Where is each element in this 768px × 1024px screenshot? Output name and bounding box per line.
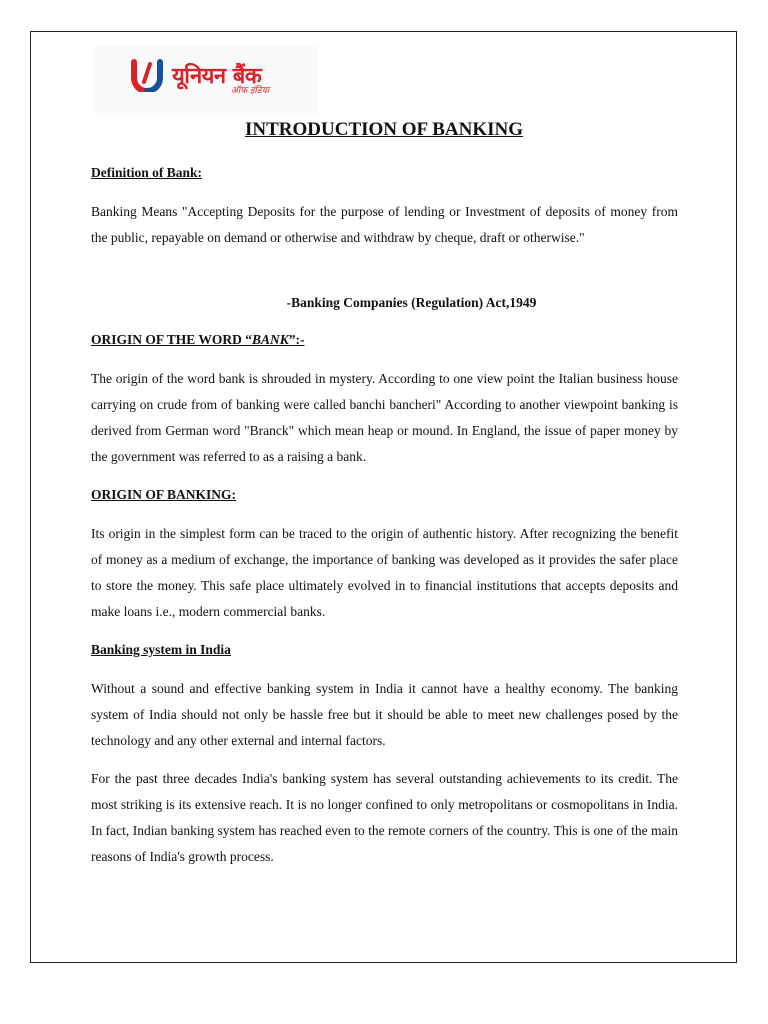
definition-heading: Definition of Bank:	[91, 165, 203, 180]
definition-citation: -Banking Companies (Regulation) Act,1949	[286, 295, 537, 310]
bank-logo	[94, 46, 318, 116]
india-banking-heading: Banking system in India	[91, 642, 231, 657]
definition-paragraph: Banking Means "Accepting Deposits for the purpose of lending or Investment of deposits of money from the public, repayable on demand or otherwise and withdraw by cheque, draft or otherwise."	[91, 204, 678, 245]
union-bank-logo-icon	[130, 58, 168, 92]
india-banking-paragraph-2: For the past three decades India's banking system has several outstanding achievements to its credit. The most striking is its extensive reach. It is no longer confined to only metropolitans or cosmopolitans in India. In fact, Indian banking system has reached even to the remote corners of the country. This is one of the main reasons of India's growth process.	[91, 771, 678, 864]
page-title: INTRODUCTION OF BANKING	[245, 119, 523, 140]
origin-word-heading-word: BANK	[252, 332, 289, 347]
origin-word-paragraph: The origin of the word bank is shrouded in mystery. According to one view point the Italian business house carrying on crude from of banking were called banchi bancheri" According to another viewpoint banking is derived from German word "Branck" which mean heap or mound. In England, the issue of paper money by the government was referred to as a raising a bank.	[91, 371, 678, 464]
origin-banking-paragraph: Its origin in the simplest form can be traced to the origin of authentic history. After recognizing the benefit of money as a medium of exchange, the importance of banking was developed as it provides the safer place to store the money. This safe place ultimately evolved in to financial institutions that accepts deposits and make loans i.e., modern commercial banks.	[91, 526, 678, 619]
origin-word-heading-prefix: ORIGIN OF THE WORD “	[91, 332, 253, 347]
logo-hindi-subtitle: ऑफ इंडिया	[231, 86, 270, 96]
india-banking-paragraph-1: Without a sound and effective banking system in India it cannot have a healthy economy. The banking system of India should not only be hassle free but it should be able to meet new challenges posed by the technology and any other external and internal factors.	[91, 681, 678, 748]
origin-word-heading-suffix: ”:-	[288, 332, 305, 347]
origin-banking-heading: ORIGIN OF BANKING:	[91, 487, 237, 502]
logo-hindi-name: यूनियन बैंक	[172, 64, 262, 89]
origin-word-heading	[91, 332, 305, 348]
